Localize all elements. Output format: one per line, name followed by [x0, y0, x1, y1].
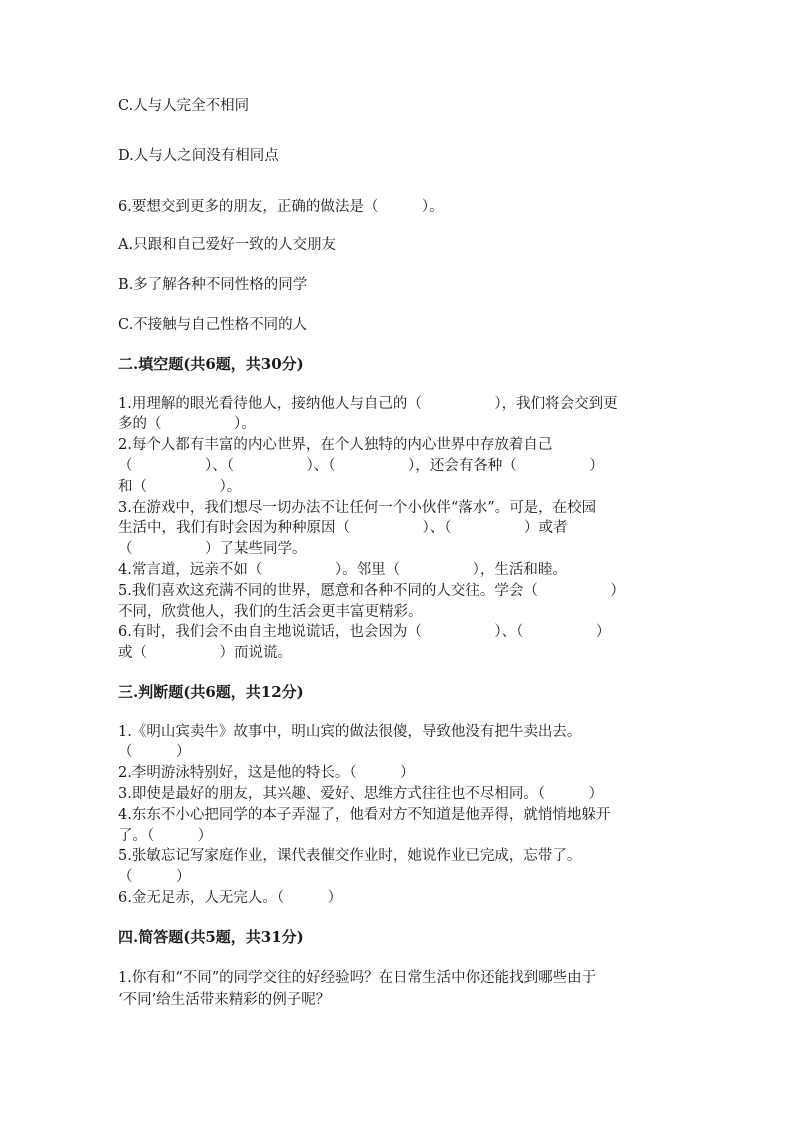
- judge-line: 了。（ ）: [118, 828, 213, 844]
- fill-line: 2.每个人都有丰富的内心世界，在个人独特的内心世界中存放着自己: [118, 437, 553, 453]
- fill-line: 5.我们喜欢这充满不同的世界，愿意和各种不同的人交往。学会（ ）: [118, 583, 625, 599]
- fill-line: 1.用理解的眼光看待他人，接纳他人与自己的（ ），我们将会交到更: [118, 396, 618, 412]
- fill-line: 和（ ）。: [118, 479, 242, 495]
- q6-option-c: C.不接触与自己性格不同的人: [118, 317, 308, 333]
- short-answer-line: 1.你有和“不同”的同学交往的好经验吗？在日常生活中你还能找到哪些由于: [118, 970, 597, 986]
- fill-section-heading: 二.填空题(共6题，共30分): [118, 355, 304, 373]
- fill-line: （ ）了某些同学。: [118, 541, 307, 557]
- judge-line: 4.东东不小心把同学的本子弄湿了，他看对方不知道是他弄得，就悄悄地躲开: [118, 807, 611, 823]
- q6-stem: 6.要想交到更多的朋友，正确的做法是（ ）。: [118, 199, 444, 215]
- fill-line: 4.常言道，远亲不如（ ）。邻里（ ），生活和睦。: [118, 562, 567, 578]
- short-answer-section-heading: 四.简答题(共5题，共31分): [118, 928, 304, 946]
- fill-line: 6.有时，我们会不由自主地说谎话，也会因为（ ）、（ ）: [118, 624, 611, 640]
- fill-line: 多的（ ）。: [118, 416, 256, 432]
- short-answer-line: ‘不同’给生活带来精彩的例子呢？: [118, 992, 331, 1008]
- q6-option-b: B.多了解各种不同性格的同学: [118, 277, 308, 293]
- judge-line: 2.李明游泳特别好，这是他的特长。（ ）: [118, 765, 415, 781]
- judge-section-heading: 三.判断题(共6题，共12分): [118, 683, 304, 701]
- fill-line: （ ）、（ ）、（ ），还会有各种（ ）: [118, 458, 604, 474]
- judge-line: 1.《明山宾卖牛》故事中，明山宾的做法很傻，导致他没有把牛卖出去。: [118, 724, 582, 740]
- fill-line: 或（ ）而说谎。: [118, 645, 292, 661]
- fill-line: 3.在游戏中，我们想尽一切办法不让任何一个小伙伴“落水”。可是，在校园: [118, 500, 597, 516]
- fill-line: 生活中，我们有时会因为种种原因（ ）、（ ）或者: [118, 520, 568, 536]
- q5-option-d: D.人与人之间没有相同点: [118, 148, 279, 164]
- judge-line: （ ）: [118, 744, 191, 760]
- judge-line: 3.即使是最好的朋友，其兴趣、爱好、思维方式往往也不尽相同。（ ）: [118, 786, 604, 802]
- judge-line: 5.张敏忘记写家庭作业，课代表催交作业时，她说作业已完成，忘带了。: [118, 848, 582, 864]
- q6-option-a: A.只跟和自己爱好一致的人交朋友: [118, 237, 337, 253]
- q5-option-c: C.人与人完全不相同: [118, 98, 250, 114]
- judge-line: 6.金无足赤，人无完人。（ ）: [118, 890, 343, 906]
- judge-line: （ ）: [118, 869, 191, 885]
- fill-line: 不同，欣赏他人，我们的生活会更丰富更精彩。: [118, 604, 423, 620]
